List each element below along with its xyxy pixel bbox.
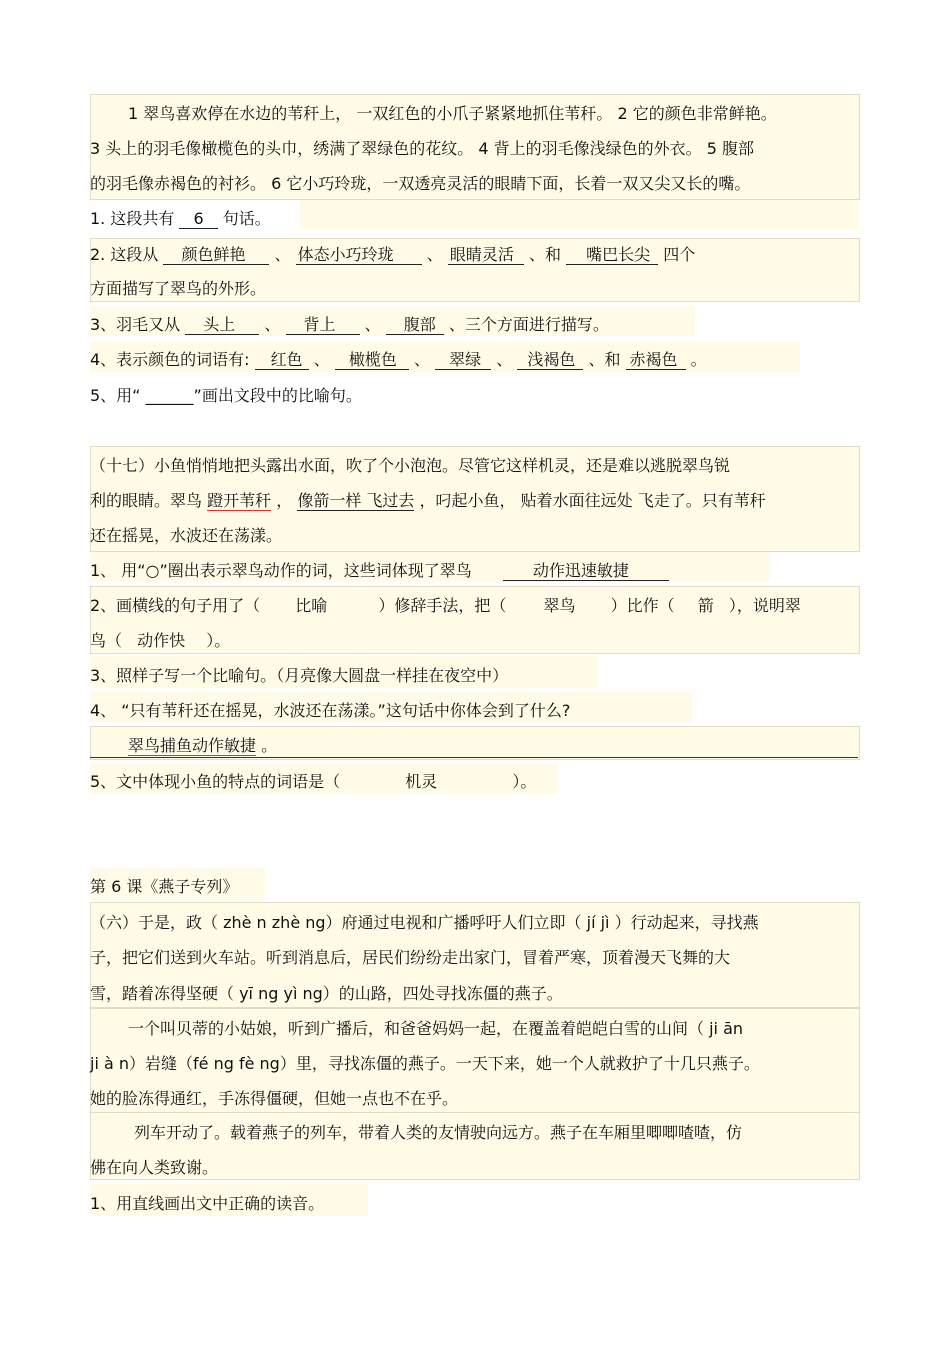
passage2-line2: 利的眼睛。翠鸟 蹬开苇秆 ， 像箭一样 飞过去 ，叼起小鱼， 贴着水面往远处 飞走了。只有苇秆 xyxy=(90,491,766,510)
action-word: 蹬开苇秆 xyxy=(207,491,272,510)
answer-blank[interactable]: 头上 xyxy=(185,315,259,335)
question-text: 2. 这段从 xyxy=(90,245,159,264)
passage3-line5: ji à n）岩缝（fé ng fè ng）里，寻找冻僵的燕子。一天下来，她一个人就救护了十几只燕子。 xyxy=(90,1054,760,1073)
answer-text[interactable]: 比喻 xyxy=(295,596,328,615)
question1-2 xyxy=(90,238,695,272)
question2-1: 1、 用“○”圈出表示翠鸟动作的词，这些词体现了翠鸟 动作迅速敏捷 xyxy=(90,554,669,588)
question3-1: 1、用直线画出文中正确的读音。 xyxy=(90,1194,325,1213)
answer-text[interactable]: 机灵 xyxy=(405,772,438,791)
question-text: 4、表示颜色的词语有: xyxy=(90,350,250,369)
passage3-line2: 子，把它们送到火车站。听到消息后，居民们纷纷走出家门，冒着严寒，顶着漫天飞舞的大 xyxy=(90,948,731,967)
separator: 、和 xyxy=(529,245,562,264)
question-text: 3、羽毛又从 xyxy=(90,315,181,334)
answer-blank[interactable]: 颜色鲜艳 xyxy=(163,245,269,265)
answer-blank[interactable]: 赤褐色 xyxy=(626,350,686,370)
passage3-line8: 佛在向人类致谢。 xyxy=(90,1158,219,1177)
question-text: 、三个方面进行描写。 xyxy=(448,315,609,334)
question2-2: 2、画横线的句子用了（ 比喻 ）修辞手法，把（ 翠鸟 ）比作（ 箭 ），说明翠 xyxy=(90,596,801,615)
answer-blank[interactable]: 浅褐色 xyxy=(517,350,583,370)
question-text: 句话。 xyxy=(222,209,271,228)
question2-4-answer: 翠鸟捕鱼动作敏捷 。 xyxy=(128,736,278,755)
passage2-line1: （十七）小鱼悄悄地把头露出水面，吹了个小泡泡。尽管它这样机灵，还是难以逃脱翠鸟锐 xyxy=(90,456,731,475)
answer-blank[interactable]: 背上 xyxy=(286,315,360,335)
passage3-line6: 她的脸冻得通红，手冻得僵硬，但她一点也不在乎。 xyxy=(90,1089,459,1108)
passage1-line3: 的羽毛像赤褐色的衬衫。 6 它小巧玲珑，一双透亮灵活的眼睛下面，长着一双又尖又长的嘴。 xyxy=(90,174,751,193)
answer-line xyxy=(90,757,858,758)
question-text: 四个 xyxy=(663,245,696,264)
answer-blank[interactable]: 体态小巧玲珑 xyxy=(296,245,422,265)
answer-blank[interactable]: 红色 xyxy=(255,350,309,370)
question2-3: 3、照样子写一个比喻句。（月亮像大圆盘一样挂在夜空中） xyxy=(90,666,509,685)
question1-2-cont: 方面描写了翠鸟的外形。 xyxy=(90,279,267,298)
answer-text[interactable]: 动作快 xyxy=(137,631,186,650)
passage3-line1: （六）于是，政（ zhè n zhè ng）府通过电视和广播呼吁人们立即（ jí jì ）行动起来，寻找燕 xyxy=(90,913,759,932)
passage1-line1: 1 翠鸟喜欢停在水边的苇秆上， 一双红色的小爪子紧紧地抓住苇秆。 2 它的颜色非常鲜艳。 xyxy=(128,104,777,123)
question2-4: 4、 “只有苇秆还在摇晃，水波还在荡漾。”这句话中你体会到了什么? xyxy=(90,701,571,720)
question1-5: 5、用“ ______”画出文段中的比喻句。 xyxy=(90,386,362,405)
answer-text[interactable]: 翠鸟 xyxy=(543,596,576,615)
question2-5: 5、文中体现小鱼的特点的词语是（ 机灵 ）。 xyxy=(90,772,537,791)
answer-blank[interactable]: 6 xyxy=(179,209,217,229)
separator: 、 xyxy=(274,245,291,264)
answer-blank[interactable]: 嘴巴长尖 xyxy=(566,245,658,265)
passage3-line7: 列车开动了。载着燕子的列车，带着人类的友情驶向远方。燕子在车厢里唧唧喳喳，仿 xyxy=(134,1123,743,1142)
passage2-line3: 还在摇晃，水波还在荡漾。 xyxy=(90,526,283,545)
question1-4: 4、表示颜色的词语有: 红色 、 橄榄色 、 翠绿 、 浅褐色 、和 赤褐色 。 xyxy=(90,350,707,369)
passage1-line2: 3 头上的羽毛像橄榄色的头巾，绣满了翠绿色的花纹。 4 背上的羽毛像浅绿色的外衣。 5 腹部 xyxy=(90,139,754,158)
question1-1 xyxy=(90,202,271,236)
answer-blank[interactable]: 腹部 xyxy=(386,315,444,335)
answer-blank[interactable]: 动作迅速敏捷 xyxy=(503,561,669,581)
lesson-title: 第 6 课《燕子专列》 xyxy=(90,877,239,896)
passage3-line4: 一个叫贝蒂的小姑娘，听到广播后，和爸爸妈妈一起，在覆盖着皑皑白雪的山间（ ji ān xyxy=(128,1019,744,1038)
highlight-block xyxy=(300,200,858,230)
passage3-line3: 雪，踏着冻得坚硬（ yī ng yì ng）的山路，四处寻找冻僵的燕子。 xyxy=(90,984,563,1003)
answer-blank[interactable]: 翠绿 xyxy=(435,350,491,370)
answer-blank[interactable]: 橄榄色 xyxy=(335,350,409,370)
separator: 、 xyxy=(426,245,443,264)
question-text: 1. 这段共有 xyxy=(90,209,175,228)
answer-text[interactable]: 箭 xyxy=(697,596,714,615)
answer-text[interactable]: 翠鸟捕鱼动作敏捷 xyxy=(128,736,257,755)
answer-blank[interactable]: 眼睛灵活 xyxy=(448,245,524,265)
question1-3: 3、羽毛又从 头上 、 背上 、 腹部 、三个方面进行描写。 xyxy=(90,315,609,334)
question2-2-cont: 鸟（ 动作快 ）。 xyxy=(90,631,231,650)
simile-phrase: 像箭一样 飞过去 xyxy=(297,491,415,510)
